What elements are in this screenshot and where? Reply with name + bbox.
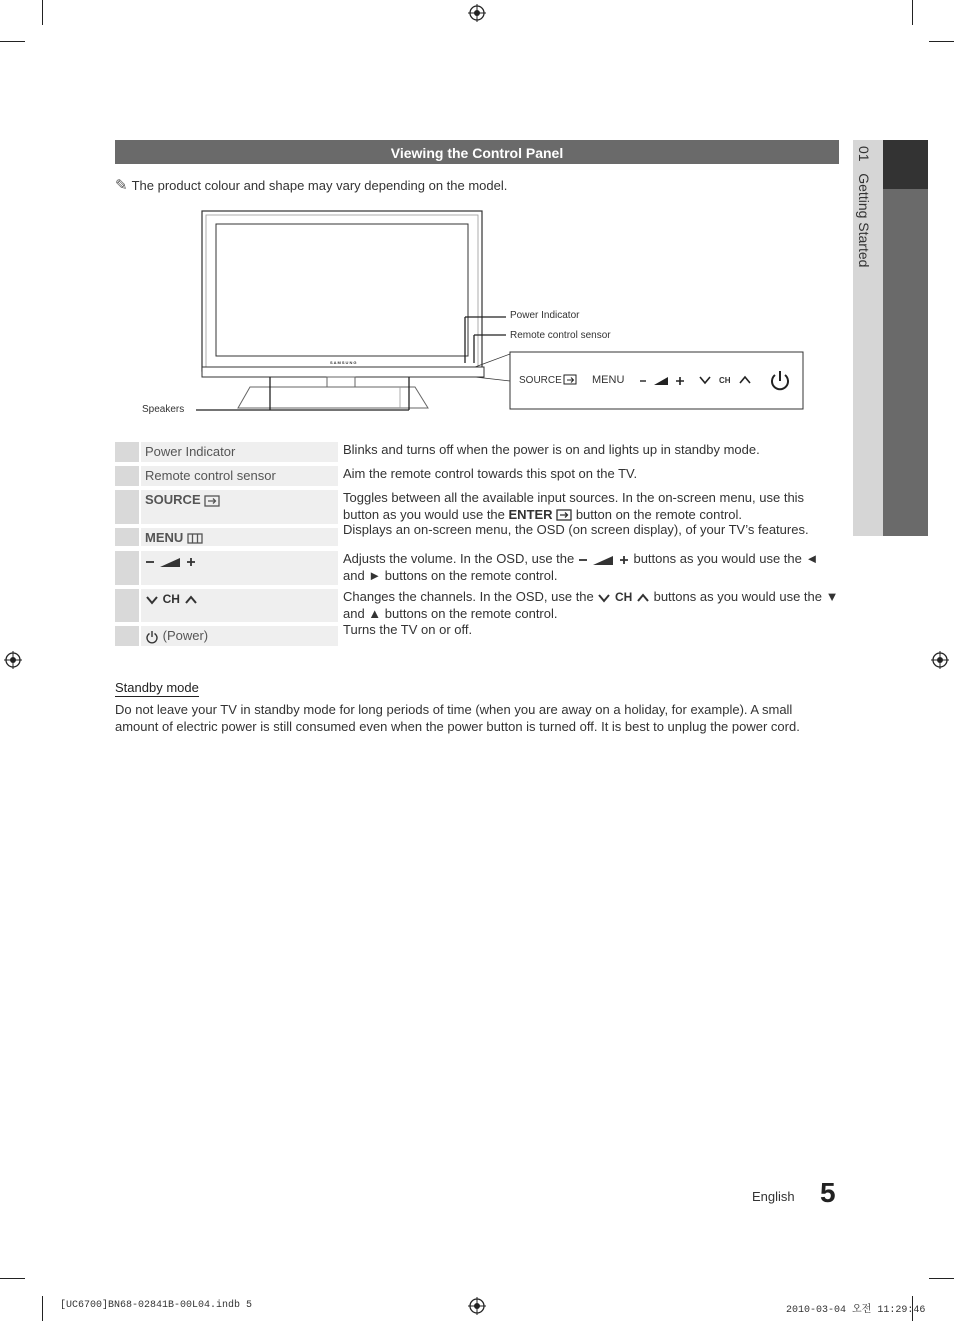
- row-marker: [115, 626, 139, 646]
- row-description: [343, 589, 839, 622]
- crop-mark: [929, 1278, 954, 1279]
- footer-language: English: [752, 1189, 795, 1204]
- volume-icon: [145, 555, 197, 569]
- ch-label: CH: [162, 592, 180, 606]
- row-name: Remote control sensor: [141, 466, 338, 486]
- row-description: [343, 490, 839, 523]
- section-title: Viewing the Control Panel: [115, 140, 839, 164]
- slug-file-info: [UC6700]BN68-02841B-00L04.indb 5: [60, 1300, 253, 1311]
- chevron-up-icon: [184, 595, 198, 605]
- crop-mark: [912, 0, 913, 25]
- side-tab-marker: [883, 140, 928, 189]
- row-name: [141, 551, 338, 585]
- row-name: [141, 589, 338, 622]
- row-marker: [115, 551, 139, 585]
- menu-label: MENU: [145, 530, 184, 545]
- enter-label: ENTER: [508, 506, 553, 522]
- crop-mark: [0, 1278, 25, 1279]
- panel-source-label: SOURCE: [519, 375, 562, 386]
- note-text: The product colour and shape may vary depending on the model.: [131, 178, 508, 193]
- row-marker: [115, 442, 139, 462]
- chevron-up-icon: [636, 593, 650, 603]
- slug-timestamp: 2010-03-04 오전 11:29:46: [786, 1305, 926, 1316]
- power-icon: [145, 630, 159, 644]
- table-row: [115, 589, 839, 622]
- chapter-number: 01: [856, 146, 872, 162]
- power-label: (Power): [162, 628, 209, 643]
- table-row: [115, 490, 839, 524]
- row-description: Turns the TV on or off.: [343, 622, 473, 637]
- registration-mark-icon: [468, 4, 486, 22]
- row-marker: [115, 490, 139, 524]
- table-row: [115, 466, 839, 486]
- volume-desc-a: Adjusts the volume. In the OSD, use the: [343, 551, 578, 566]
- chapter-title: Getting Started: [856, 173, 872, 268]
- standby-body: Do not leave your TV in standby mode for long periods of time (when you are away on a holiday, for example). A small amount of electric power is still consumed even when the power button is turned off. It is best to unplug the power cord.: [115, 702, 800, 734]
- panel-ch-label: CH: [719, 376, 731, 385]
- ch-desc-b: buttons as you would use the ▼ and ▲ buttons on the remote control.: [343, 589, 839, 621]
- crop-mark: [929, 41, 954, 42]
- row-description: Displays an on-screen menu, the OSD (on screen display), of your TV’s features.: [343, 522, 809, 537]
- tv-brand-logo: SAMSUNG: [330, 360, 358, 365]
- pencil-icon: ✎: [115, 177, 128, 194]
- row-name: [141, 626, 338, 646]
- crop-mark: [42, 0, 43, 25]
- chevron-down-icon: [145, 595, 159, 605]
- menu-icon: [187, 533, 203, 544]
- table-row: [115, 522, 839, 546]
- row-marker: [115, 466, 139, 486]
- registration-mark-icon: [931, 651, 949, 669]
- side-tab-dark: [883, 140, 928, 536]
- note: [115, 176, 507, 194]
- label-power-indicator: Power Indicator: [510, 310, 580, 321]
- table-row: [115, 551, 839, 585]
- crop-mark: [42, 1296, 43, 1321]
- registration-mark-icon: [468, 1297, 486, 1315]
- panel-menu-label: MENU: [592, 374, 625, 386]
- row-name: [141, 490, 338, 524]
- crop-mark: [0, 41, 25, 42]
- label-remote-sensor: Remote control sensor: [510, 330, 611, 341]
- table-row: [115, 442, 839, 462]
- source-icon: [204, 495, 220, 507]
- volume-desc-b: buttons as you would use the ◄ and ► buttons on the remote control.: [343, 551, 819, 583]
- enter-icon: [556, 509, 572, 521]
- row-description: Aim the remote control towards this spot on the TV.: [343, 466, 638, 481]
- row-name: Power Indicator: [141, 442, 338, 462]
- row-description: [343, 551, 839, 584]
- page-number: 5: [820, 1177, 836, 1208]
- label-speakers: Speakers: [142, 404, 185, 415]
- side-tab-label: [852, 146, 882, 346]
- row-marker: [115, 528, 139, 546]
- chevron-down-icon: [597, 593, 611, 603]
- source-desc-b: button on the remote control.: [572, 506, 743, 522]
- tv-diagram: [130, 205, 820, 420]
- ch-desc-a: Changes the channels. In the OSD, use the: [343, 589, 598, 604]
- volume-icon: [578, 553, 630, 567]
- registration-mark-icon: [4, 651, 22, 669]
- row-description: Blinks and turns off when the power is on and lights up in standby mode.: [343, 442, 760, 457]
- row-name: [141, 528, 338, 546]
- source-label: SOURCE: [145, 492, 201, 507]
- table-row: [115, 622, 839, 646]
- source-desc-a: Toggles between all the available input sources. In the on-screen menu, use this button as you would use the: [343, 490, 805, 522]
- ch-desc-label: CH: [615, 590, 633, 604]
- row-marker: [115, 589, 139, 622]
- standby-heading: Standby mode: [115, 680, 199, 695]
